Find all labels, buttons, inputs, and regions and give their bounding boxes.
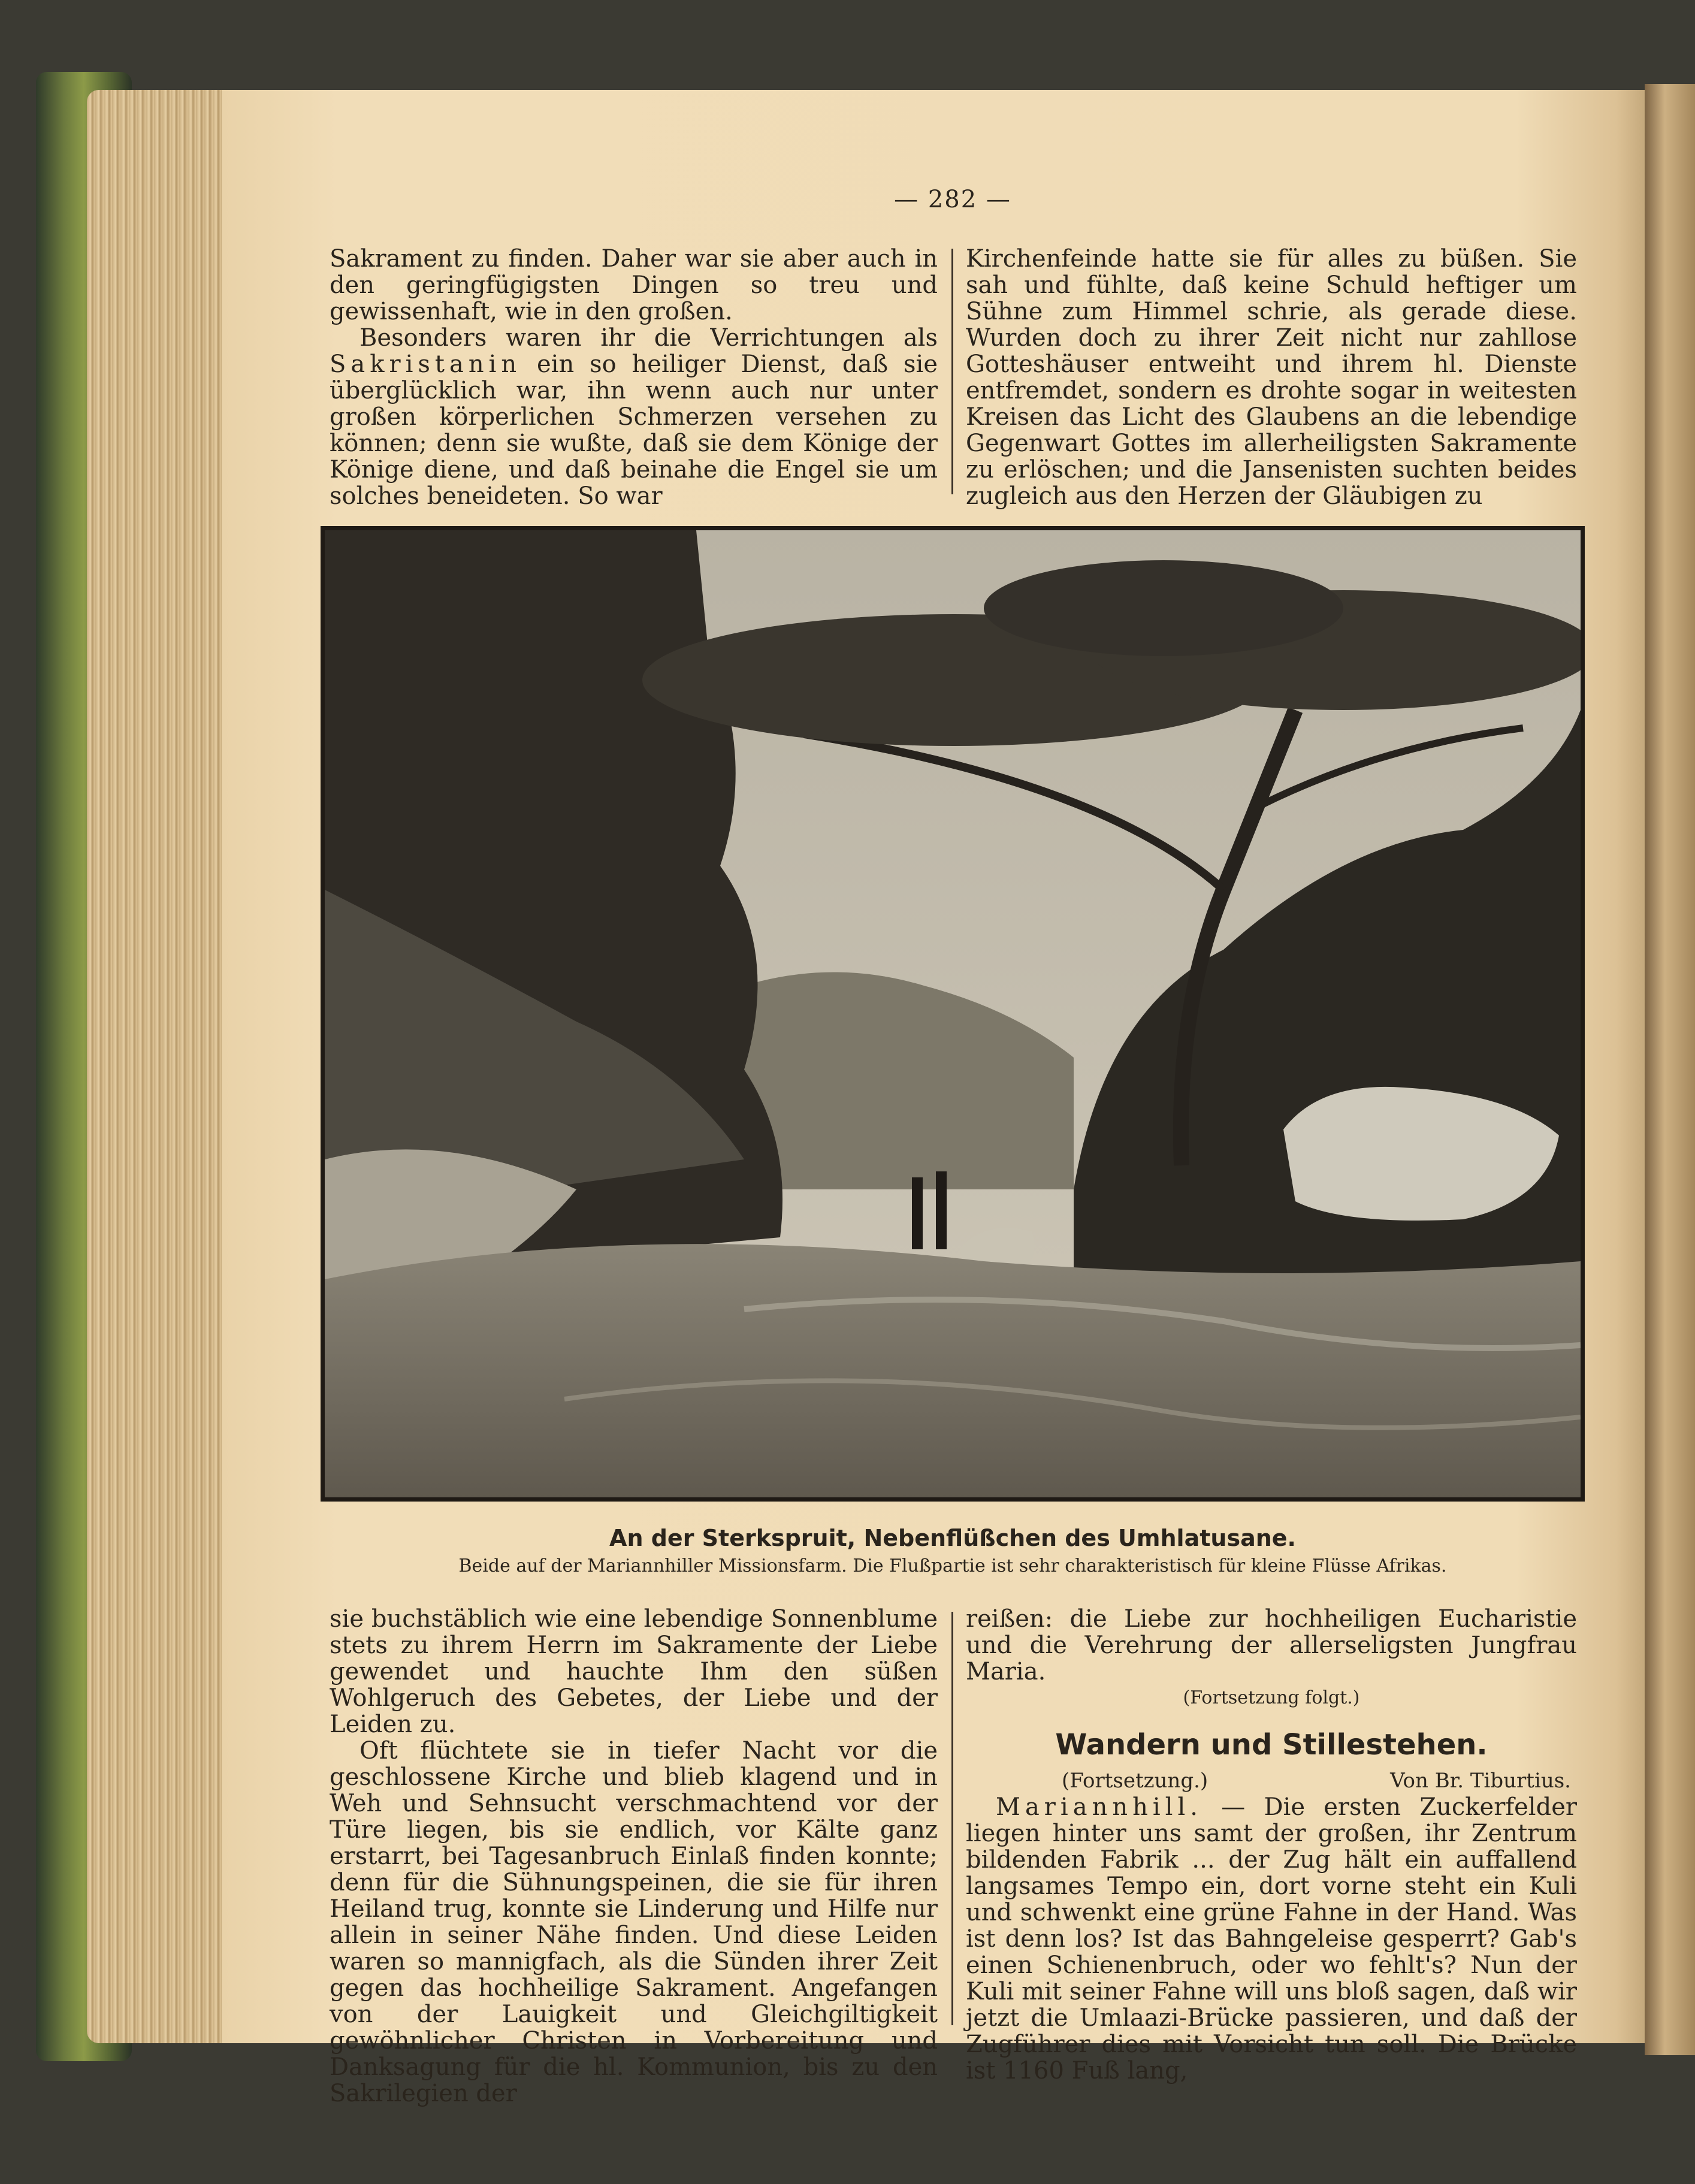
page-stack-edge [87, 90, 234, 2043]
paragraph: sie buchstäblich wie eine lebendige Sonnenblume stets zu ihrem Herrn im Sakramente der Liebe gewendet und hauchte Ihm den süßen Wohlgeruch des Gebetes, der Liebe und der Leiden zu. [330, 1605, 938, 1738]
text-column-top-left [330, 246, 938, 509]
text-column-bottom-left [330, 1606, 938, 2107]
paragraph: Kirchenfeinde hatte sie für alles zu büßen. Sie sah und fühlte, daß keine Schuld heftiger um Sühne zum Himmel schrie, als gerade diese. Wurden doch zu ihrer Zeit nicht nur zahllose Gotteshäuser entweiht und ihrem hl. Dienste entfremdet, sondern es drohte sogar in weitesten Kreisen das Licht des Glaubens an die lebendige Gegenwart Gottes im allerheiligsten Sakramente zu erlöschen; und die Jansenisten suchten beides zugleich aus den Herzen der Gläubigen zu [966, 245, 1577, 510]
byline-author: Von Br. Tiburtius. [1390, 1769, 1571, 1793]
section-heading: Wandern und Stillestehen. [1055, 1728, 1488, 1762]
paragraph: Sakrament zu finden. Daher war sie aber auch in den geringfügigsten Dingen so treu und gewissenhaft, wie in den großen. [330, 245, 938, 325]
text-run: ein so heiliger Dienst, daß sie überglücklich war, ihn wenn auch nur unter großen körperlichen Schmerzen versehen zu können; denn sie wußte, daß sie dem Könige der Könige diene, und daß beinahe die Engel sie um solches beneideten. So war [330, 351, 938, 510]
text-run: Besonders waren ihr die Verrichtungen als [359, 324, 938, 352]
text-run: — Die ersten Zuckerfelder liegen hinter uns samt der großen, ihr Zentrum bildenden Fabrik ... der Zug hält ein auffallend langsames Tempo ein, dort vorne steht ein Kuli und schwenkt eine grüne Fahne in der Hand. Was ist denn los? Ist das Bahngeleise gesperrt? Gab's einen Schienenbruch, oder wo fehlt's? Nun der Kuli mit seiner Fahne will uns bloß sagen, daß wir jetzt die Umlaazi-Brücke passieren, und daß der Zugführer dies mit Vorsicht tun soll. Die Brücke ist 1160 Fuß lang, [966, 1793, 1577, 2085]
river-photograph [321, 526, 1585, 1502]
text-column-top-right [966, 246, 1577, 509]
continuation-note: (Fortsetzung folgt.) [1183, 1687, 1360, 1708]
facing-page-edge [1645, 84, 1695, 2055]
paragraph: reißen: die Liebe zur hochheiligen Eucharistie und die Verehrung der allerseligsten Jungfrau Maria. [966, 1605, 1577, 1685]
text-column-bottom-right [966, 1606, 1577, 2084]
spaced-term: Sakristanin [330, 351, 522, 378]
column-divider-top [951, 249, 953, 494]
figure-caption-title: An der Sterkspruit, Nebenflüßchen des Umhlatusane. [609, 1525, 1296, 1551]
paragraph [330, 325, 938, 509]
photo-illustration [325, 530, 1581, 1497]
spaced-term: Mariannhill. [996, 1793, 1202, 1821]
paragraph [966, 1794, 1577, 2084]
page-number: — 282 — [894, 186, 1011, 213]
byline [966, 1768, 1577, 1794]
paragraph: Oft flüchtete sie in tiefer Nacht vor die geschlossene Kirche und blieb klagend und in Weh und Sehnsucht verschmachtend vor der Türe liegen, bis sie endlich, vor Kälte ganz erstarrt, bei Tagesanbruch Einlaß finden konnte; denn für die Sühnungspeinen, die sie für ihren Heiland trug, konnte sie Linderung und Hilfe nur allein in seiner Nähe finden. Und diese Leiden waren so mannigfach, als die Sünden ihrer Zeit gegen das hochheilige Sakrament. Angefangen von der Lauigkeit und Gleichgiltigkeit gewöhnlicher Christen in Vorbereitung und Danksagung für die hl. Kommunion, bis zu den Sakrilegien der [330, 1737, 938, 2107]
figure-caption-subtitle: Beide auf der Mariannhiller Missionsfarm. Die Flußpartie ist sehr charakteristisch für kleine Flüsse Afrikas. [458, 1555, 1447, 1576]
column-divider-bottom [951, 1612, 953, 2025]
byline-continuation: (Fortsetzung.) [1062, 1769, 1208, 1793]
